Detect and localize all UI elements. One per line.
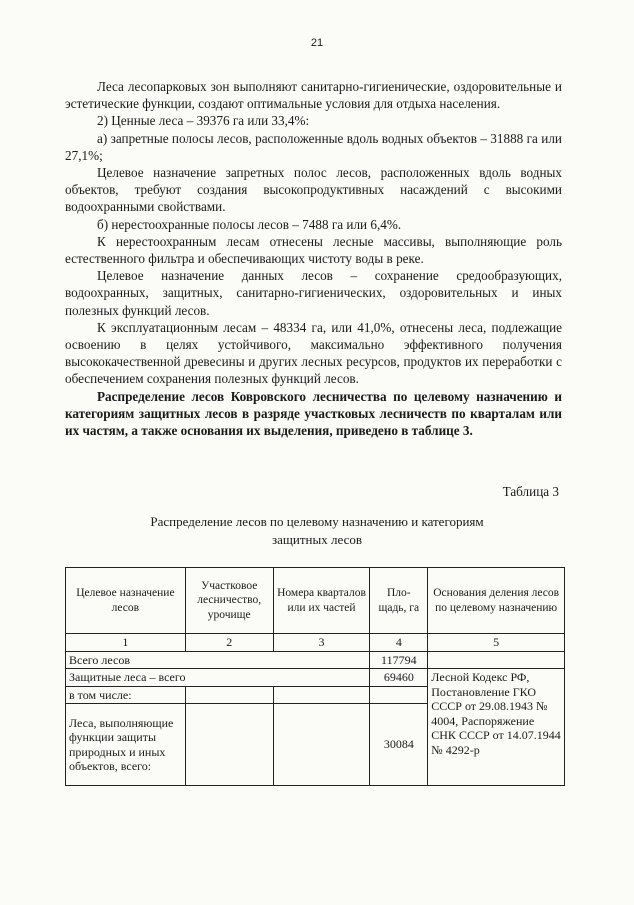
column-number: 3	[273, 634, 370, 652]
paragraph: Леса лесопарковых зон выполняют санитарно-гигиенические, оздоровительные и эстетические функции, создают оптимальные условия для отдыха населения.	[65, 79, 562, 112]
table-row	[66, 669, 565, 687]
table-row	[66, 651, 565, 669]
header-cell: Номера кварталов или их частей	[273, 568, 370, 634]
empty-cell	[428, 651, 565, 669]
paragraph: Целевое назначение запретных полос лесов, расположенных вдоль водных объектов, требуют создания высокопродуктивных насаждений с высокими водоохранными свойствами.	[65, 165, 562, 215]
area-cell: 69460	[370, 669, 428, 687]
row-label: Защитные леса – всего	[66, 669, 370, 687]
body-text	[65, 78, 562, 439]
table-label: Таблица 3	[502, 484, 559, 499]
row-label: Леса, выполняющие функции защиты природных и иных объектов, всего:	[66, 704, 186, 786]
column-number-row	[66, 634, 565, 652]
paragraph: а) запретные полосы лесов, расположенные вдоль водных объектов – 31888 га или 27,1%;	[65, 130, 562, 163]
empty-cell	[273, 704, 370, 786]
paragraph: 2) Ценные леса – 39376 га или 33,4%:	[97, 113, 310, 129]
paragraph: К эксплуатационным лесам – 48334 га, или 41,0%, отнесены леса, подлежащие освоению в целях устойчивого, максимально эффективного получения высококачественной древесины и других лесных ресурсов, продуктов их переработки с обеспечением сохранения полезных функций лесов.	[65, 319, 562, 387]
row-label: в том числе:	[66, 686, 186, 704]
column-number: 4	[370, 634, 428, 652]
table-caption	[0, 513, 634, 549]
caption-line: Распределение лесов по целевому назначению и категориям	[150, 514, 484, 529]
header-cell: Основания деления лесов по целевому назначению	[428, 568, 565, 634]
area-cell: 30084	[370, 704, 428, 786]
row-label: Всего лесов	[66, 651, 370, 669]
page-number: 21	[310, 37, 324, 49]
column-number: 2	[185, 634, 273, 652]
paragraph: б) нерестоохранные полосы лесов – 7488 га или 6,4%.	[97, 216, 402, 232]
basis-cell: Лесной Кодекс РФ, Постановление ГКО СССР от 29.08.1943 № 4004, Распоряжение СНК СССР от 14.07.1944 № 4292-р	[428, 669, 565, 786]
column-number: 1	[66, 634, 186, 652]
header-cell: Пло-щадь, га	[370, 568, 428, 634]
table-header-row	[66, 568, 565, 634]
empty-cell	[370, 686, 428, 704]
empty-cell	[185, 704, 273, 786]
paragraph: Распределение лесов Ковровского лесничества по целевому назначению и категориям защитных лесов в разряде участковых лесничеств по кварталам или их частям, а также основания их выделения, приведено в таблице 3.	[65, 388, 562, 439]
paragraph: К нерестоохранным лесам отнесены лесные массивы, выполняющие роль естественного фильтра и обеспечивающих чистоту воды в реке.	[65, 233, 562, 267]
forest-distribution-table	[65, 567, 565, 786]
paragraph: Целевое назначение данных лесов – сохранение средообразующих, водоохранных, защитных, санитарно-гигиенических, оздоровительных и иных полезных функций лесов.	[65, 268, 562, 318]
caption-line: защитных лесов	[272, 532, 362, 547]
header-cell: Целевое назначение лесов	[66, 568, 186, 634]
header-cell: Участковое лесничество, урочище	[185, 568, 273, 634]
column-number: 5	[428, 634, 565, 652]
area-cell: 117794	[370, 651, 428, 669]
empty-cell	[273, 686, 370, 704]
empty-cell	[185, 686, 273, 704]
